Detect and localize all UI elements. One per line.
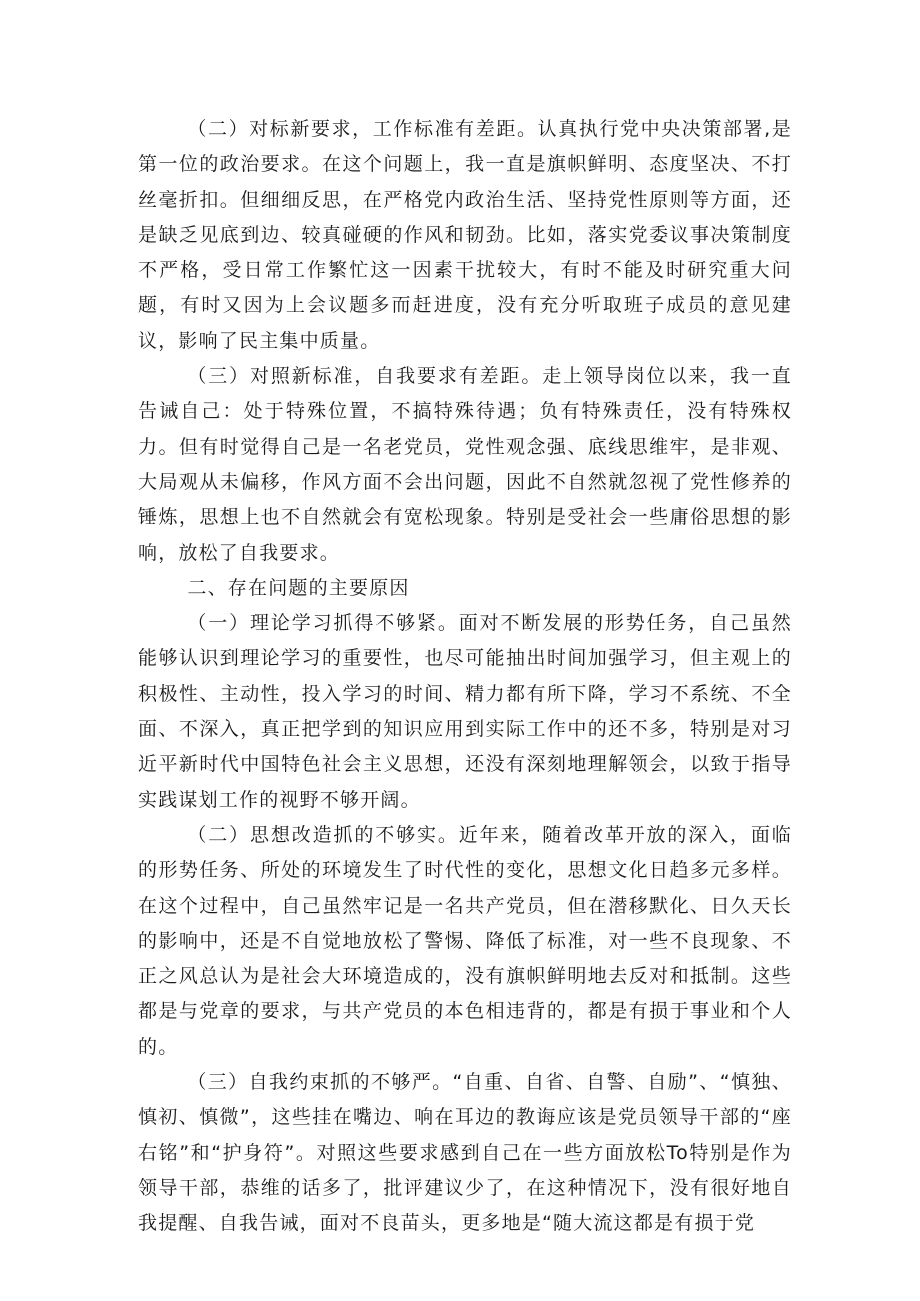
- section-heading-main-causes: 二、存在问题的主要原因: [187, 576, 410, 599]
- document-body: [138, 112, 792, 1242]
- paragraph-self-requirements: （三）对照新标准，自我要求有差距。走上领导岗位以来，我一直告诫自己：处于特殊位置，不搞特殊待遇；负有特殊责任，没有特殊权力。但有时觉得自己是一名老党员，党性观念强、底线思维牢，是非观、大局观从未偏移，作风方面不会出问题，因此不自然就忽视了党性修养的锤炼，思想上也不自然就会有宽松现象。特别是受社会一些庸俗思想的影响，放松了自我要求。: [138, 365, 792, 564]
- paragraph-ideological-reform: （二）思想改造抓的不够实。近年来，随着改革开放的深入，面临的形势任务、所处的环境发生了时代性的变化，思想文化日趋多元多样。在这个过程中，自己虽然牢记是一名共产党员，但在潜移默化、日久天长的影响中，还是不自觉地放松了警惕、降低了标准，对一些不良现象、不正之风总认为是社会大环境造成的，没有旗帜鲜明地去反对和抵制。这些都是与党章的要求，与共产党员的本色相违背的，都是有损于事业和个人的。: [138, 823, 792, 1058]
- paragraph-self-discipline: （三）自我约束抓的不够严。“自重、自省、自警、自励”、“慎独、慎初、慎微”，这些挂在嘴边、响在耳边的教诲应该是党员领导干部的“座右铭”和“护身符”。对照这些要求感到自己在一些方面放松To特别是作为领导干部，恭维的话多了，批评建议少了，在这种情况下，没有很好地自我提醒、自我告诫，面对不良苗头，更多地是“随大流这都是有损于党: [138, 1071, 792, 1235]
- paragraph-benchmark-requirements: （二）对标新要求，工作标准有差距。认真执行党中央决策部署,是第一位的政治要求。在这个问题上，我一直是旗帜鲜明、态度坚决、不打丝毫折扣。但细细反思，在严格党内政治生活、坚持党性原则等方面，还是缺乏见底到边、较真碰硬的作风和韧劲。比如，落实党委议事决策制度不严格，受日常工作繁忙这一因素干扰较大，有时不能及时研究重大问题，有时又因为上会议题多而赶进度，没有充分听取班子成员的意见建议，影响了民主集中质量。: [138, 118, 792, 352]
- paragraph-theory-study: （一）理论学习抓得不够紧。面对不断发展的形势任务，自己虽然能够认识到理论学习的重要性，也尽可能抽出时间加强学习，但主观上的积极性、主动性，投入学习的时间、精力都有所下降，学习不系统、不全面、不深入，真正把学到的知识应用到实际工作中的还不多，特别是对习近平新时代中国特色社会主义思想，还没有深刻地理解领会，以致于指导实践谋划工作的视野不够开阔。: [138, 612, 792, 811]
